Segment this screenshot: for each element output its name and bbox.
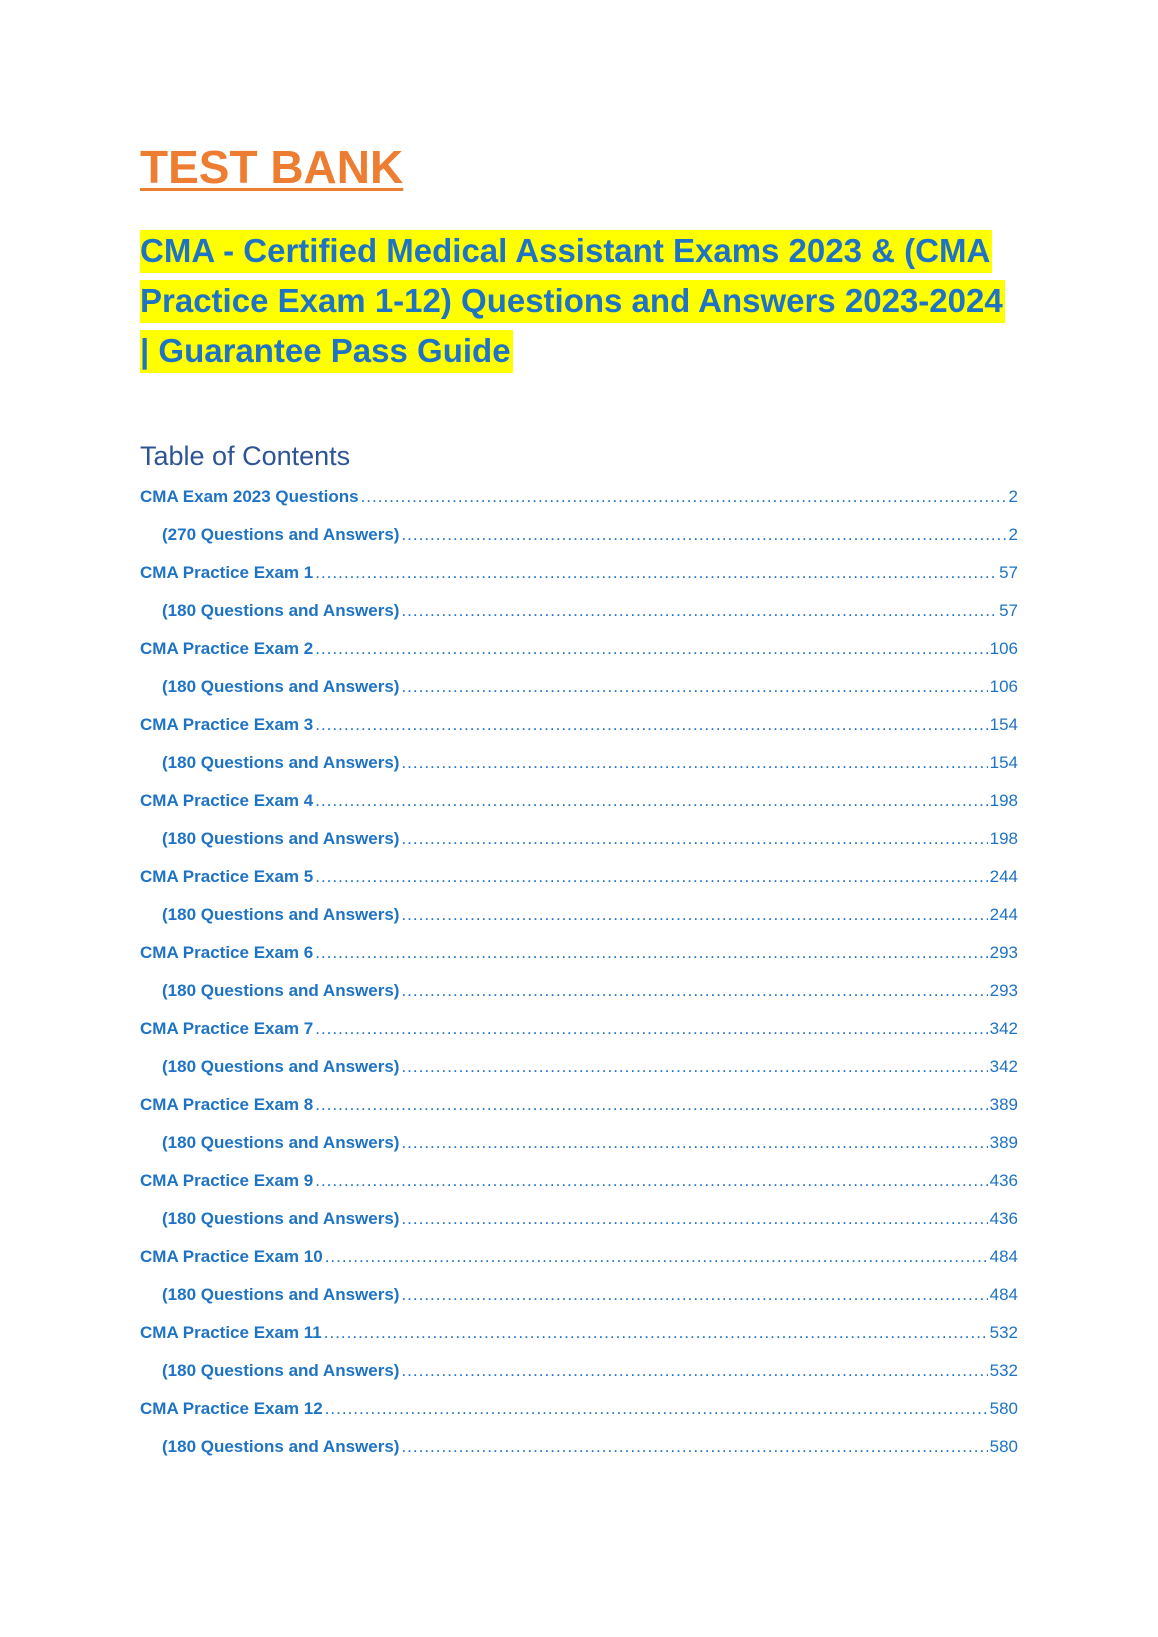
toc-subentry[interactable] — [140, 1352, 1018, 1390]
toc-dot-leader — [361, 478, 1007, 516]
toc-page-number[interactable]: 436 — [989, 1209, 1018, 1228]
toc-entry-label[interactable]: CMA Practice Exam 12 — [140, 1399, 323, 1418]
toc-entry-label[interactable]: CMA Practice Exam 8 — [140, 1095, 314, 1114]
toc-dot-leader — [401, 516, 1006, 554]
toc-dot-leader — [401, 1276, 987, 1314]
toc-entry[interactable] — [140, 630, 1018, 668]
toc-page-number[interactable]: 198 — [989, 791, 1018, 810]
toc-page-number[interactable]: 293 — [989, 981, 1018, 1000]
toc-entry-label[interactable]: (180 Questions and Answers) — [162, 1361, 400, 1380]
toc-page-number[interactable]: 580 — [989, 1437, 1018, 1456]
toc-entry-label[interactable]: (180 Questions and Answers) — [162, 753, 400, 772]
toc-entry[interactable] — [140, 934, 1018, 972]
toc-dot-leader — [401, 744, 987, 782]
document-label: TEST BANK — [140, 141, 404, 193]
toc-page-number[interactable]: 532 — [989, 1361, 1018, 1380]
toc-dot-leader — [315, 554, 997, 592]
toc-subentry[interactable] — [140, 1124, 1018, 1162]
document-title — [140, 226, 1020, 376]
toc-entry[interactable] — [140, 1010, 1018, 1048]
toc-dot-leader — [315, 1010, 987, 1048]
toc-entry-label[interactable]: CMA Practice Exam 11 — [140, 1323, 322, 1342]
toc-dot-leader — [325, 1238, 988, 1276]
toc-page-number[interactable]: 57 — [999, 601, 1018, 620]
toc-dot-leader — [315, 1086, 987, 1124]
toc-entry[interactable] — [140, 1162, 1018, 1200]
toc-entry-label[interactable]: (180 Questions and Answers) — [162, 601, 400, 620]
toc-dot-leader — [401, 592, 997, 630]
toc-page-number[interactable]: 484 — [989, 1247, 1018, 1266]
toc-page-number[interactable]: 389 — [989, 1095, 1018, 1114]
toc-dot-leader — [401, 820, 987, 858]
toc-entry-label[interactable]: CMA Practice Exam 1 — [140, 563, 314, 582]
toc-dot-leader — [401, 668, 987, 706]
toc-page-number[interactable]: 198 — [989, 829, 1018, 848]
toc-dot-leader — [401, 1048, 987, 1086]
toc-entry-label[interactable]: CMA Practice Exam 5 — [140, 867, 314, 886]
toc-entry-label[interactable]: CMA Practice Exam 3 — [140, 715, 314, 734]
toc-dot-leader — [315, 1162, 987, 1200]
toc-page-number[interactable]: 106 — [989, 639, 1018, 658]
toc-entry-label[interactable]: (180 Questions and Answers) — [162, 1057, 400, 1076]
toc-dot-leader — [315, 782, 987, 820]
toc-subentry[interactable] — [140, 592, 1018, 630]
toc-dot-leader — [401, 1428, 987, 1466]
toc-entry[interactable] — [140, 706, 1018, 744]
toc-heading: Table of Contents — [140, 441, 351, 471]
toc-entry-label[interactable]: (180 Questions and Answers) — [162, 1209, 400, 1228]
toc-dot-leader — [401, 896, 987, 934]
toc-entry[interactable] — [140, 782, 1018, 820]
toc-page-number[interactable]: 106 — [989, 677, 1018, 696]
toc-dot-leader — [401, 1124, 987, 1162]
toc-entry-label[interactable]: (180 Questions and Answers) — [162, 905, 400, 924]
toc-page-number[interactable]: 154 — [989, 753, 1018, 772]
toc-entry-label[interactable]: (180 Questions and Answers) — [162, 1437, 400, 1456]
toc-dot-leader — [315, 858, 987, 896]
document-title-text: CMA - Certified Medical Assistant Exams 2023 & (CMA Practice Exam 1-12) Questions and Answers 2023-2024 | Guarantee Pass Guide — [140, 230, 1005, 373]
toc-subentry[interactable] — [140, 1428, 1018, 1466]
toc-page-number[interactable]: 244 — [989, 867, 1018, 886]
toc-entry[interactable] — [140, 858, 1018, 896]
toc-page-number[interactable]: 436 — [989, 1171, 1018, 1190]
toc-subentry[interactable] — [140, 972, 1018, 1010]
toc-dot-leader — [315, 934, 987, 972]
toc-entry-label[interactable]: CMA Exam 2023 Questions — [140, 487, 359, 506]
toc-page-number[interactable]: 2 — [1008, 487, 1018, 506]
toc-dot-leader — [401, 972, 987, 1010]
toc-entry-label[interactable]: (270 Questions and Answers) — [162, 525, 400, 544]
toc-subentry[interactable] — [140, 668, 1018, 706]
toc-entry-label[interactable]: (180 Questions and Answers) — [162, 981, 400, 1000]
toc-page-number[interactable]: 2 — [1008, 525, 1018, 544]
toc-entry-label[interactable]: CMA Practice Exam 6 — [140, 943, 314, 962]
toc-dot-leader — [401, 1200, 987, 1238]
toc-page-number[interactable]: 342 — [989, 1019, 1018, 1038]
toc-subentry[interactable] — [140, 820, 1018, 858]
toc-entry[interactable] — [140, 554, 1018, 592]
toc-entry-label[interactable]: CMA Practice Exam 2 — [140, 639, 314, 658]
toc-entry[interactable] — [140, 1086, 1018, 1124]
toc-entry[interactable] — [140, 1390, 1018, 1428]
toc-entry[interactable] — [140, 1314, 1018, 1352]
toc-entry-label[interactable]: CMA Practice Exam 4 — [140, 791, 314, 810]
toc-page-number[interactable]: 389 — [989, 1133, 1018, 1152]
toc-subentry[interactable] — [140, 1048, 1018, 1086]
toc-entry-label[interactable]: (180 Questions and Answers) — [162, 829, 400, 848]
toc-page-number[interactable]: 342 — [989, 1057, 1018, 1076]
table-of-contents — [140, 478, 1018, 1466]
toc-dot-leader — [401, 1352, 987, 1390]
toc-page-number[interactable]: 244 — [989, 905, 1018, 924]
toc-entry-label[interactable]: (180 Questions and Answers) — [162, 677, 400, 696]
toc-entry-label[interactable]: (180 Questions and Answers) — [162, 1133, 400, 1152]
toc-page-number[interactable]: 532 — [989, 1323, 1018, 1342]
toc-entry[interactable] — [140, 1238, 1018, 1276]
toc-entry[interactable] — [140, 478, 1018, 516]
toc-dot-leader — [325, 1390, 988, 1428]
toc-entry-label[interactable]: (180 Questions and Answers) — [162, 1285, 400, 1304]
toc-subentry[interactable] — [140, 516, 1018, 554]
toc-page-number[interactable]: 484 — [989, 1285, 1018, 1304]
toc-page-number[interactable]: 154 — [989, 715, 1018, 734]
toc-dot-leader — [315, 630, 987, 668]
toc-subentry[interactable] — [140, 1200, 1018, 1238]
toc-dot-leader — [324, 1314, 988, 1352]
toc-entry-label[interactable]: CMA Practice Exam 10 — [140, 1247, 323, 1266]
toc-subentry[interactable] — [140, 1276, 1018, 1314]
toc-dot-leader — [315, 706, 987, 744]
toc-page-number[interactable]: 293 — [989, 943, 1018, 962]
toc-entry-label[interactable]: CMA Practice Exam 9 — [140, 1171, 314, 1190]
toc-entry-label[interactable]: CMA Practice Exam 7 — [140, 1019, 314, 1038]
toc-page-number[interactable]: 580 — [989, 1399, 1018, 1418]
toc-subentry[interactable] — [140, 744, 1018, 782]
toc-page-number[interactable]: 57 — [999, 563, 1018, 582]
toc-subentry[interactable] — [140, 896, 1018, 934]
